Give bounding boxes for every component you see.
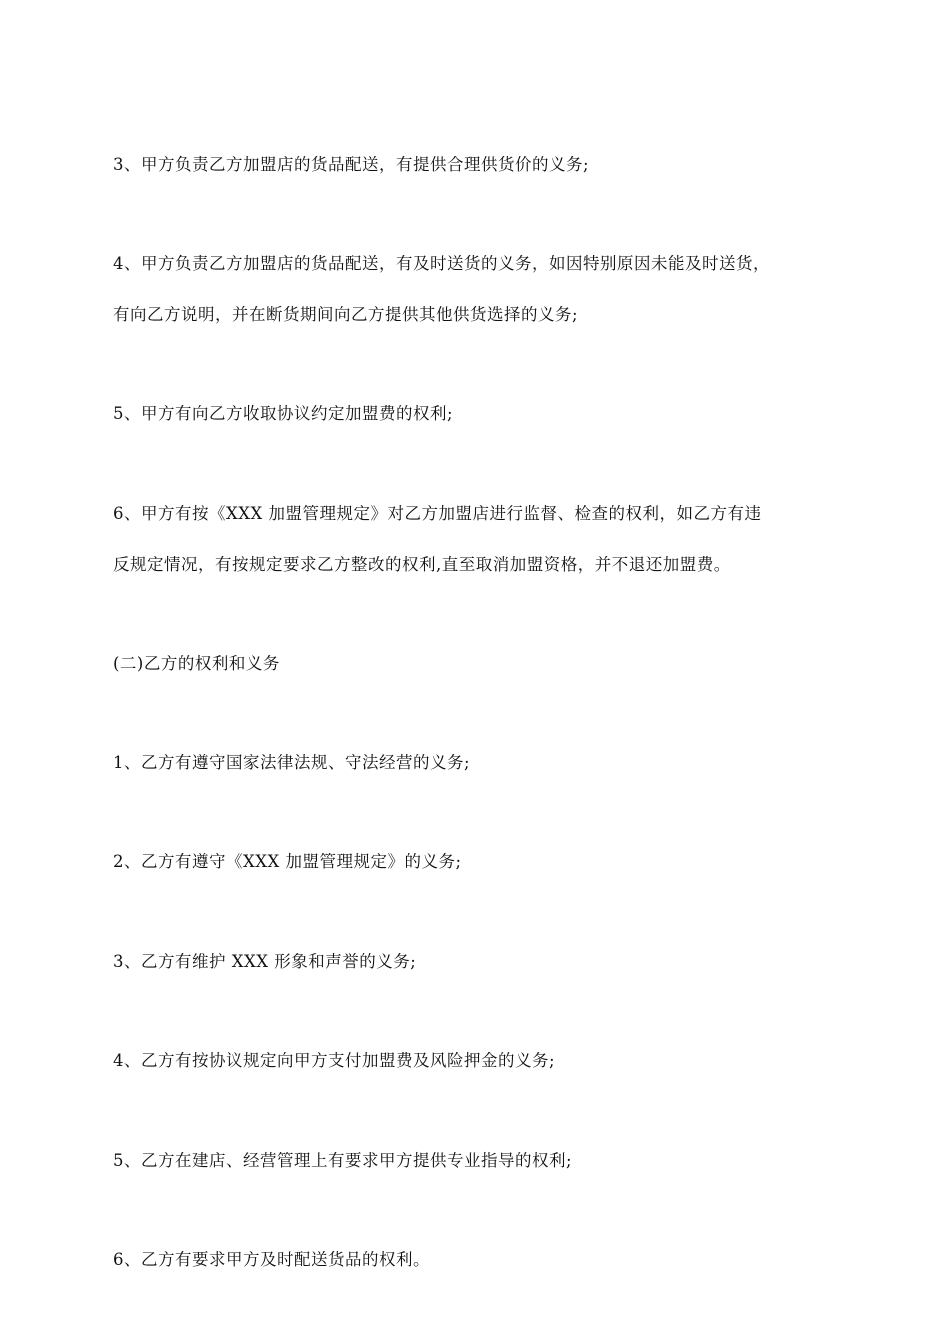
paragraph-party-a-4 <box>113 238 858 340</box>
paragraph-line: 2、乙方有遵守《XXX 加盟管理规定》的义务; <box>113 852 462 871</box>
paragraph-party-b-6 <box>113 1234 858 1285</box>
paragraph-party-b-2 <box>113 836 858 887</box>
paragraph-party-a-5 <box>113 388 858 439</box>
paragraph-line: 1、乙方有遵守国家法律法规、守法经营的义务; <box>113 753 471 772</box>
paragraph-line: 4、乙方有按协议规定向甲方支付加盟费及风险押金的义务; <box>113 1051 556 1070</box>
paragraph-line: 3、甲方负责乙方加盟店的货品配送，有提供合理供货价的义务; <box>113 155 590 174</box>
paragraph-line: 6、甲方有按《XXX 加盟管理规定》对乙方加盟店进行监督、检查的权利，如乙方有违 <box>113 504 762 523</box>
paragraph-party-b-3 <box>113 936 858 987</box>
paragraph-line: 有向乙方说明，并在断货期间向乙方提供其他供货选择的义务; <box>113 305 579 324</box>
paragraph-party-a-6 <box>113 488 858 590</box>
paragraph-line: 5、甲方有向乙方收取协议约定加盟费的权利; <box>113 404 454 423</box>
paragraph-party-b-1 <box>113 737 858 788</box>
section-heading-party-b <box>113 638 858 689</box>
paragraph-party-b-4 <box>113 1035 858 1086</box>
paragraph-line: 3、乙方有维护 XXX 形象和声誉的义务; <box>113 952 417 971</box>
paragraph-line: 4、甲方负责乙方加盟店的货品配送，有及时送货的义务，如因特别原因未能及时送货， <box>113 254 770 273</box>
paragraph-line: 反规定情况，有按规定要求乙方整改的权利,直至取消加盟资格，并不退还加盟费。 <box>113 555 731 574</box>
paragraph-line: 5、乙方在建店、经营管理上有要求甲方提供专业指导的权利; <box>113 1151 573 1170</box>
paragraph-party-a-3 <box>113 139 858 190</box>
paragraph-party-b-5 <box>113 1135 858 1186</box>
section-heading: (二)乙方的权利和义务 <box>113 654 280 673</box>
paragraph-line: 6、乙方有要求甲方及时配送货品的权利。 <box>113 1250 430 1269</box>
